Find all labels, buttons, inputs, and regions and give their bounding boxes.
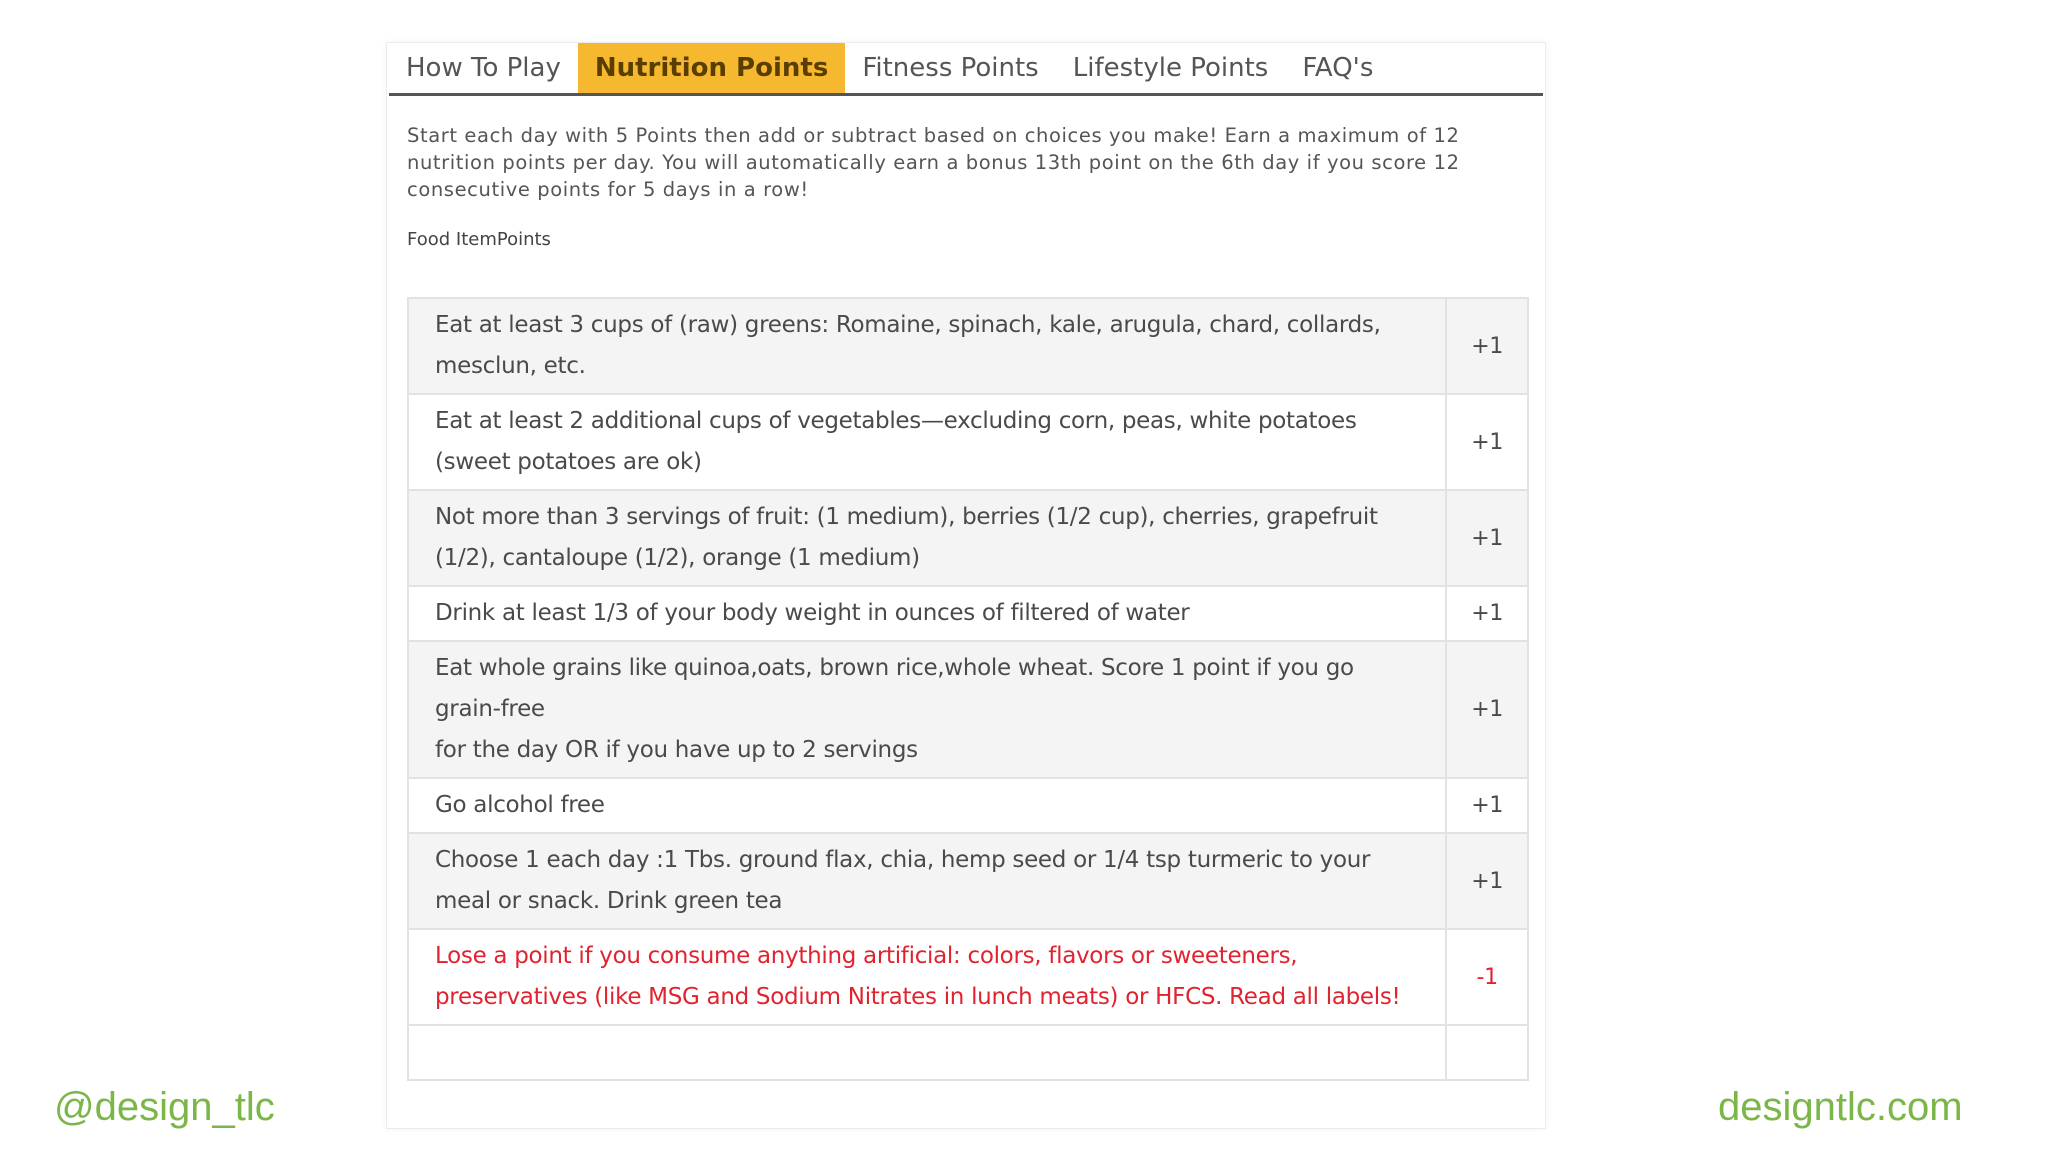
points-cell: +1 <box>1446 394 1528 490</box>
tab-lifestyle-points[interactable]: Lifestyle Points <box>1072 53 1269 83</box>
table-row <box>408 778 1528 833</box>
food-item-cell <box>408 490 1446 586</box>
table-row <box>408 641 1528 778</box>
food-item-text: Not more than 3 servings of fruit: (1 medium), berries (1/2 cup), cherries, grapefruit (1/2), cantaloupe (1/2), orange (1 medium) <box>435 504 1378 571</box>
food-item-text: Lose a point if you consume anything artificial: colors, flavors or sweeteners, preservatives (like MSG and Sodium Nitrates in lunch meats) or HFCS. Read all labels! <box>435 943 1401 1010</box>
food-item-cell <box>408 394 1446 490</box>
tab-how-to-play[interactable]: How To Play <box>406 53 561 83</box>
food-item-cell <box>408 586 1446 641</box>
points-cell: +1 <box>1446 586 1528 641</box>
tab-bar <box>389 43 1543 96</box>
food-item-cell <box>408 1025 1446 1080</box>
points-cell <box>1446 1025 1528 1080</box>
tab-fitness-points[interactable]: Fitness Points <box>862 53 1039 83</box>
points-cell: +1 <box>1446 490 1528 586</box>
table-row-partial <box>408 1025 1528 1080</box>
points-table <box>407 297 1529 1081</box>
points-cell: +1 <box>1446 641 1528 778</box>
table-row <box>408 394 1528 490</box>
food-item-text: Drink at least 1/3 of your body weight in ounces of filtered of water <box>435 600 1190 626</box>
food-item-text: Eat whole grains like quinoa,oats, brown rice,whole wheat. Score 1 point if you go grain-free for the day OR if you have up to 2 servings <box>435 655 1354 763</box>
tab-faqs[interactable]: FAQ's <box>1302 53 1374 83</box>
table-row <box>408 298 1528 394</box>
table-row <box>408 833 1528 929</box>
table-row <box>408 490 1528 586</box>
food-item-text: Eat at least 2 additional cups of vegetables—excluding corn, peas, white potatoes (sweet potatoes are ok) <box>435 408 1357 475</box>
food-item-cell <box>408 778 1446 833</box>
table-row <box>408 586 1528 641</box>
food-item-cell <box>408 833 1446 929</box>
nutrition-panel <box>386 42 1546 1129</box>
food-item-cell <box>408 298 1446 394</box>
points-cell: +1 <box>1446 298 1528 394</box>
food-item-text: Go alcohol free <box>435 792 605 818</box>
food-item-text: Choose 1 each day :1 Tbs. ground flax, chia, hemp seed or 1/4 tsp turmeric to your meal or snack. Drink green tea <box>435 847 1371 914</box>
food-item-text: Eat at least 3 cups of (raw) greens: Romaine, spinach, kale, arugula, chard, collards, mesclun, etc. <box>435 312 1381 379</box>
watermark-handle: @design_tlc <box>54 1085 275 1129</box>
points-cell: +1 <box>1446 833 1528 929</box>
table-row-penalty <box>408 929 1528 1025</box>
tab-nutrition-points[interactable]: Nutrition Points <box>578 43 845 93</box>
table-header-label: Food ItemPoints <box>407 229 551 250</box>
food-item-cell <box>408 929 1446 1025</box>
watermark-website: designtlc.com <box>1718 1085 1963 1129</box>
points-cell: -1 <box>1446 929 1528 1025</box>
points-cell: +1 <box>1446 778 1528 833</box>
food-item-cell <box>408 641 1446 778</box>
intro-text: Start each day with 5 Points then add or subtract based on choices you make! Earn a maximum of 12 nutrition points per day. You will automatically earn a bonus 13th point on the 6th day if you score 12 consecutive points for 5 days in a row! <box>407 124 1460 201</box>
